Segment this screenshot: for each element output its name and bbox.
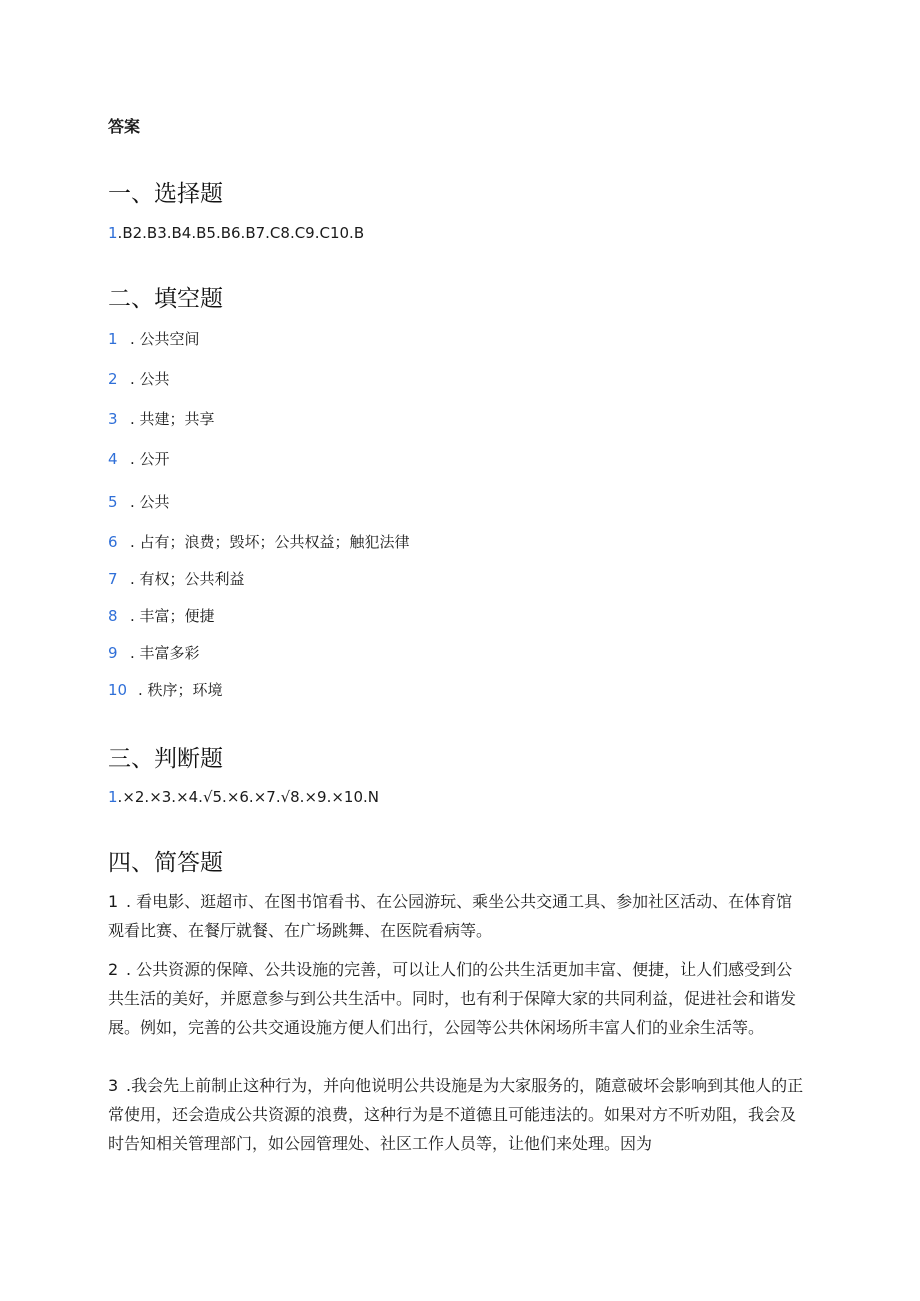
fill-num: 8 (108, 607, 118, 625)
fill-item (108, 642, 200, 663)
choice-num: 1 (108, 224, 118, 242)
section-heading-fill: 二、填空题 (108, 286, 223, 312)
short-num: 1 (108, 892, 119, 911)
page-title: 答案 (108, 117, 141, 136)
short-answer (108, 1071, 808, 1158)
choice-answers (108, 224, 364, 242)
fill-text: . 秩序；环境 (138, 681, 223, 699)
section-heading-short: 四、简答题 (108, 850, 223, 876)
fill-item (108, 531, 410, 552)
short-text: . 公共资源的保障、公共设施的完善，可以让人们的公共生活更加丰富、便捷，让人们感受到公共生活的美好，并愿意参与到公共生活中。同时，也有利于保障大家的共同利益，促进社会和谐发展。例如，完善的公共交通设施方便人们出行，公园等公共休闲场所丰富人们的业余生活等。 (108, 960, 797, 1037)
fill-text: . 有权；公共利益 (130, 570, 245, 588)
fill-item (108, 679, 223, 700)
judge-rest: .×2.×3.×4.√5.×6.×7.√8.×9.×10.N (117, 788, 379, 806)
fill-num: 9 (108, 644, 118, 662)
fill-text: . 公开 (130, 450, 170, 468)
fill-item (108, 328, 200, 349)
fill-num: 1 (108, 330, 118, 348)
short-answer (108, 955, 808, 1042)
fill-item (108, 408, 215, 429)
short-num: 3 (108, 1076, 119, 1095)
fill-item (108, 568, 245, 589)
fill-num: 10 (108, 681, 128, 699)
fill-item (108, 605, 215, 626)
fill-num: 4 (108, 450, 118, 468)
fill-num: 3 (108, 410, 118, 428)
short-num: 2 (108, 960, 119, 979)
judge-num: 1 (108, 788, 118, 806)
fill-text: . 占有；浪费；毁坏；公共权益；触犯法律 (130, 533, 410, 551)
fill-num: 7 (108, 570, 118, 588)
section-heading-judge: 三、判断题 (108, 746, 223, 772)
fill-item (108, 368, 170, 389)
fill-num: 5 (108, 493, 118, 511)
fill-text: . 丰富；便捷 (130, 607, 215, 625)
fill-text: . 公共 (130, 493, 170, 511)
fill-num: 2 (108, 370, 118, 388)
judge-answers (108, 788, 379, 806)
section-heading-choice: 一、选择题 (108, 181, 223, 207)
fill-text: . 公共空间 (130, 330, 200, 348)
short-answer (108, 887, 808, 945)
fill-text: . 丰富多彩 (130, 644, 200, 662)
fill-text: . 共建；共享 (130, 410, 215, 428)
fill-item (108, 448, 170, 469)
fill-item (108, 491, 170, 512)
short-text: . 看电影、逛超市、在图书馆看书、在公园游玩、乘坐公共交通工具、参加社区活动、在体育馆观看比赛、在餐厅就餐、在广场跳舞、在医院看病等。 (108, 892, 793, 940)
choice-rest: .B2.B3.B4.B5.B6.B7.C8.C9.C10.B (117, 224, 365, 242)
short-text: .我会先上前制止这种行为，并向他说明公共设施是为大家服务的，随意破坏会影响到其他人的正常使用，还会造成公共资源的浪费，这种行为是不道德且可能违法的。如果对方不听劝阻，我会及时告知相关管理部门，如公园管理处、社区工作人员等，让他们来处理。因为 (108, 1076, 804, 1153)
fill-text: . 公共 (130, 370, 170, 388)
fill-num: 6 (108, 533, 118, 551)
